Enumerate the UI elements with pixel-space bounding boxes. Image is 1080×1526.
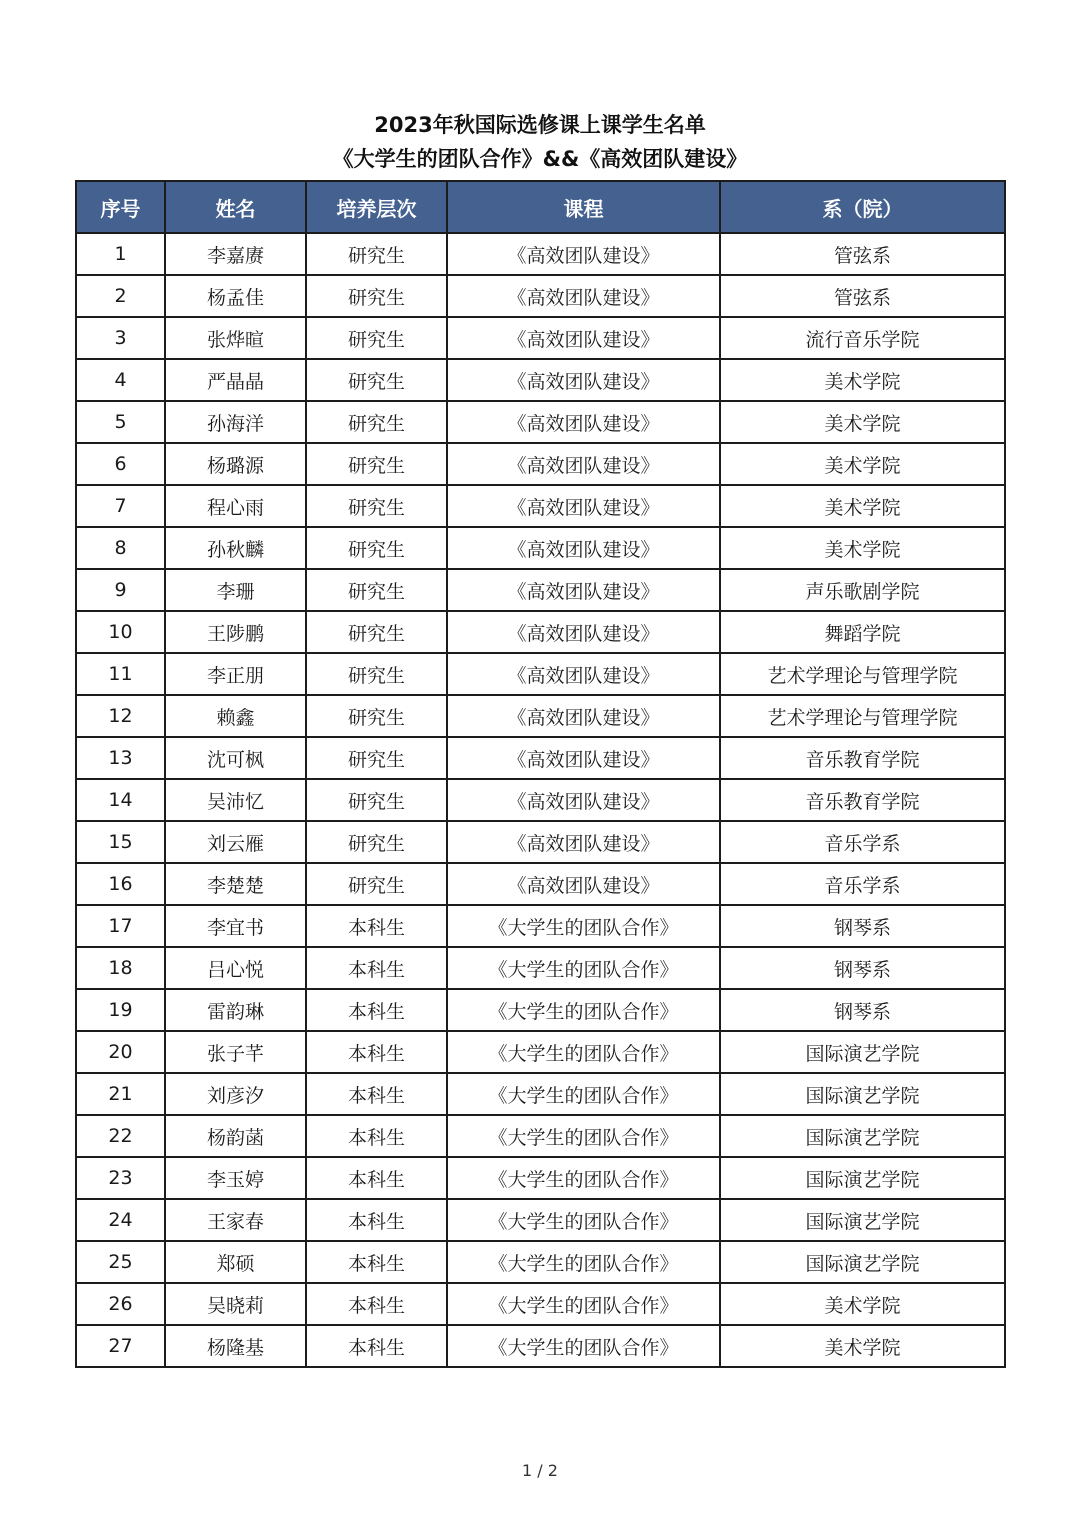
cell-department: 美术学院 (720, 485, 1005, 527)
cell-department: 音乐教育学院 (720, 737, 1005, 779)
cell-name: 杨隆基 (165, 1325, 306, 1367)
cell-level: 本科生 (306, 1283, 447, 1325)
cell-level: 本科生 (306, 989, 447, 1031)
cell-index: 17 (76, 905, 165, 947)
table-row (76, 443, 1005, 485)
cell-name: 李嘉赓 (165, 233, 306, 275)
cell-name: 吕心悦 (165, 947, 306, 989)
cell-index: 7 (76, 485, 165, 527)
cell-level: 本科生 (306, 1073, 447, 1115)
cell-department: 美术学院 (720, 443, 1005, 485)
table-row (76, 401, 1005, 443)
cell-name: 赖鑫 (165, 695, 306, 737)
cell-level: 本科生 (306, 1157, 447, 1199)
cell-name: 杨璐源 (165, 443, 306, 485)
cell-course: 《大学生的团队合作》 (447, 947, 720, 989)
cell-course: 《大学生的团队合作》 (447, 989, 720, 1031)
cell-level: 研究生 (306, 737, 447, 779)
cell-name: 吴沛忆 (165, 779, 306, 821)
cell-course: 《高效团队建设》 (447, 359, 720, 401)
table-row (76, 359, 1005, 401)
table-row (76, 1157, 1005, 1199)
cell-name: 吴晓莉 (165, 1283, 306, 1325)
cell-course: 《高效团队建设》 (447, 569, 720, 611)
cell-course: 《高效团队建设》 (447, 443, 720, 485)
cell-index: 13 (76, 737, 165, 779)
cell-department: 管弦系 (720, 233, 1005, 275)
table-row (76, 611, 1005, 653)
cell-level: 研究生 (306, 863, 447, 905)
table-row (76, 779, 1005, 821)
cell-name: 李宜书 (165, 905, 306, 947)
title-line-2: 《大学生的团队合作》&&《高效团队建设》 (332, 147, 748, 171)
cell-name: 严晶晶 (165, 359, 306, 401)
table-row (76, 695, 1005, 737)
cell-level: 研究生 (306, 653, 447, 695)
cell-level: 研究生 (306, 233, 447, 275)
table-row (76, 821, 1005, 863)
cell-department: 音乐学系 (720, 821, 1005, 863)
cell-course: 《高效团队建设》 (447, 317, 720, 359)
cell-course: 《高效团队建设》 (447, 485, 720, 527)
cell-name: 孙秋麟 (165, 527, 306, 569)
cell-course: 《大学生的团队合作》 (447, 1073, 720, 1115)
cell-level: 研究生 (306, 443, 447, 485)
table-row (76, 737, 1005, 779)
cell-index: 11 (76, 653, 165, 695)
table-row (76, 1073, 1005, 1115)
cell-name: 杨韵菡 (165, 1115, 306, 1157)
cell-level: 本科生 (306, 1241, 447, 1283)
cell-course: 《大学生的团队合作》 (447, 1157, 720, 1199)
cell-index: 19 (76, 989, 165, 1031)
cell-level: 研究生 (306, 275, 447, 317)
cell-department: 国际演艺学院 (720, 1115, 1005, 1157)
cell-index: 20 (76, 1031, 165, 1073)
cell-course: 《高效团队建设》 (447, 401, 720, 443)
cell-level: 研究生 (306, 485, 447, 527)
header-name: 姓名 (165, 181, 306, 233)
table-row (76, 275, 1005, 317)
cell-course: 《高效团队建设》 (447, 275, 720, 317)
cell-index: 21 (76, 1073, 165, 1115)
table-header (76, 181, 1005, 233)
cell-index: 2 (76, 275, 165, 317)
cell-course: 《大学生的团队合作》 (447, 1031, 720, 1073)
cell-department: 美术学院 (720, 527, 1005, 569)
cell-department: 艺术学理论与管理学院 (720, 653, 1005, 695)
cell-index: 25 (76, 1241, 165, 1283)
table-row (76, 485, 1005, 527)
cell-department: 钢琴系 (720, 947, 1005, 989)
cell-name: 李珊 (165, 569, 306, 611)
cell-index: 3 (76, 317, 165, 359)
cell-index: 4 (76, 359, 165, 401)
cell-index: 23 (76, 1157, 165, 1199)
cell-index: 8 (76, 527, 165, 569)
cell-name: 杨孟佳 (165, 275, 306, 317)
cell-index: 26 (76, 1283, 165, 1325)
table-row (76, 653, 1005, 695)
cell-index: 12 (76, 695, 165, 737)
cell-department: 美术学院 (720, 359, 1005, 401)
cell-name: 郑硕 (165, 1241, 306, 1283)
table-row (76, 1283, 1005, 1325)
cell-course: 《大学生的团队合作》 (447, 905, 720, 947)
cell-course: 《高效团队建设》 (447, 611, 720, 653)
table-row (76, 569, 1005, 611)
cell-course: 《大学生的团队合作》 (447, 1199, 720, 1241)
cell-department: 钢琴系 (720, 989, 1005, 1031)
cell-index: 6 (76, 443, 165, 485)
cell-index: 1 (76, 233, 165, 275)
cell-department: 声乐歌剧学院 (720, 569, 1005, 611)
table-row (76, 1325, 1005, 1367)
cell-department: 管弦系 (720, 275, 1005, 317)
cell-level: 研究生 (306, 779, 447, 821)
cell-course: 《高效团队建设》 (447, 737, 720, 779)
header-level: 培养层次 (306, 181, 447, 233)
table-row (76, 1241, 1005, 1283)
table-row (76, 947, 1005, 989)
cell-index: 5 (76, 401, 165, 443)
cell-level: 研究生 (306, 821, 447, 863)
cell-level: 研究生 (306, 569, 447, 611)
cell-name: 孙海洋 (165, 401, 306, 443)
cell-level: 研究生 (306, 401, 447, 443)
cell-level: 研究生 (306, 527, 447, 569)
cell-name: 刘彦汐 (165, 1073, 306, 1115)
cell-level: 本科生 (306, 1199, 447, 1241)
cell-course: 《大学生的团队合作》 (447, 1283, 720, 1325)
cell-department: 音乐学系 (720, 863, 1005, 905)
table-row (76, 317, 1005, 359)
cell-index: 18 (76, 947, 165, 989)
cell-course: 《高效团队建设》 (447, 695, 720, 737)
cell-department: 流行音乐学院 (720, 317, 1005, 359)
cell-level: 研究生 (306, 317, 447, 359)
cell-course: 《高效团队建设》 (447, 863, 720, 905)
cell-department: 国际演艺学院 (720, 1073, 1005, 1115)
cell-index: 9 (76, 569, 165, 611)
table-body (76, 233, 1005, 1367)
table-row (76, 989, 1005, 1031)
document-title (0, 108, 1080, 176)
cell-course: 《大学生的团队合作》 (447, 1241, 720, 1283)
cell-name: 雷韵琳 (165, 989, 306, 1031)
cell-name: 张子芊 (165, 1031, 306, 1073)
cell-department: 国际演艺学院 (720, 1199, 1005, 1241)
cell-department: 钢琴系 (720, 905, 1005, 947)
student-roster-table (75, 180, 1006, 1368)
cell-index: 22 (76, 1115, 165, 1157)
cell-course: 《高效团队建设》 (447, 653, 720, 695)
cell-level: 本科生 (306, 1031, 447, 1073)
cell-department: 国际演艺学院 (720, 1157, 1005, 1199)
page-number: 1 / 2 (522, 1461, 558, 1480)
cell-name: 王陟鹏 (165, 611, 306, 653)
cell-department: 国际演艺学院 (720, 1031, 1005, 1073)
cell-index: 10 (76, 611, 165, 653)
cell-department: 美术学院 (720, 401, 1005, 443)
cell-level: 本科生 (306, 947, 447, 989)
table-row (76, 233, 1005, 275)
cell-index: 15 (76, 821, 165, 863)
cell-course: 《大学生的团队合作》 (447, 1115, 720, 1157)
cell-course: 《高效团队建设》 (447, 527, 720, 569)
cell-level: 本科生 (306, 905, 447, 947)
cell-name: 王家春 (165, 1199, 306, 1241)
title-line-1: 2023年秋国际选修课上课学生名单 (374, 113, 706, 137)
cell-level: 研究生 (306, 611, 447, 653)
cell-course: 《高效团队建设》 (447, 779, 720, 821)
cell-course: 《高效团队建设》 (447, 233, 720, 275)
cell-department: 国际演艺学院 (720, 1241, 1005, 1283)
table-row (76, 1199, 1005, 1241)
cell-department: 美术学院 (720, 1325, 1005, 1367)
cell-index: 27 (76, 1325, 165, 1367)
table-row (76, 863, 1005, 905)
cell-name: 李玉婷 (165, 1157, 306, 1199)
header-index: 序号 (76, 181, 165, 233)
cell-level: 本科生 (306, 1325, 447, 1367)
cell-level: 研究生 (306, 359, 447, 401)
cell-name: 李正朋 (165, 653, 306, 695)
cell-department: 美术学院 (720, 1283, 1005, 1325)
table-row (76, 1031, 1005, 1073)
cell-department: 艺术学理论与管理学院 (720, 695, 1005, 737)
cell-level: 本科生 (306, 1115, 447, 1157)
cell-name: 刘云雁 (165, 821, 306, 863)
cell-index: 16 (76, 863, 165, 905)
table-row (76, 527, 1005, 569)
cell-index: 24 (76, 1199, 165, 1241)
table-row (76, 1115, 1005, 1157)
cell-name: 沈可枫 (165, 737, 306, 779)
cell-name: 张烨暄 (165, 317, 306, 359)
cell-level: 研究生 (306, 695, 447, 737)
cell-course: 《大学生的团队合作》 (447, 1325, 720, 1367)
table-row (76, 905, 1005, 947)
cell-index: 14 (76, 779, 165, 821)
header-course: 课程 (447, 181, 720, 233)
cell-name: 程心雨 (165, 485, 306, 527)
cell-department: 音乐教育学院 (720, 779, 1005, 821)
header-row (76, 181, 1005, 233)
cell-course: 《高效团队建设》 (447, 821, 720, 863)
header-department: 系（院） (720, 181, 1005, 233)
cell-name: 李楚楚 (165, 863, 306, 905)
cell-department: 舞蹈学院 (720, 611, 1005, 653)
